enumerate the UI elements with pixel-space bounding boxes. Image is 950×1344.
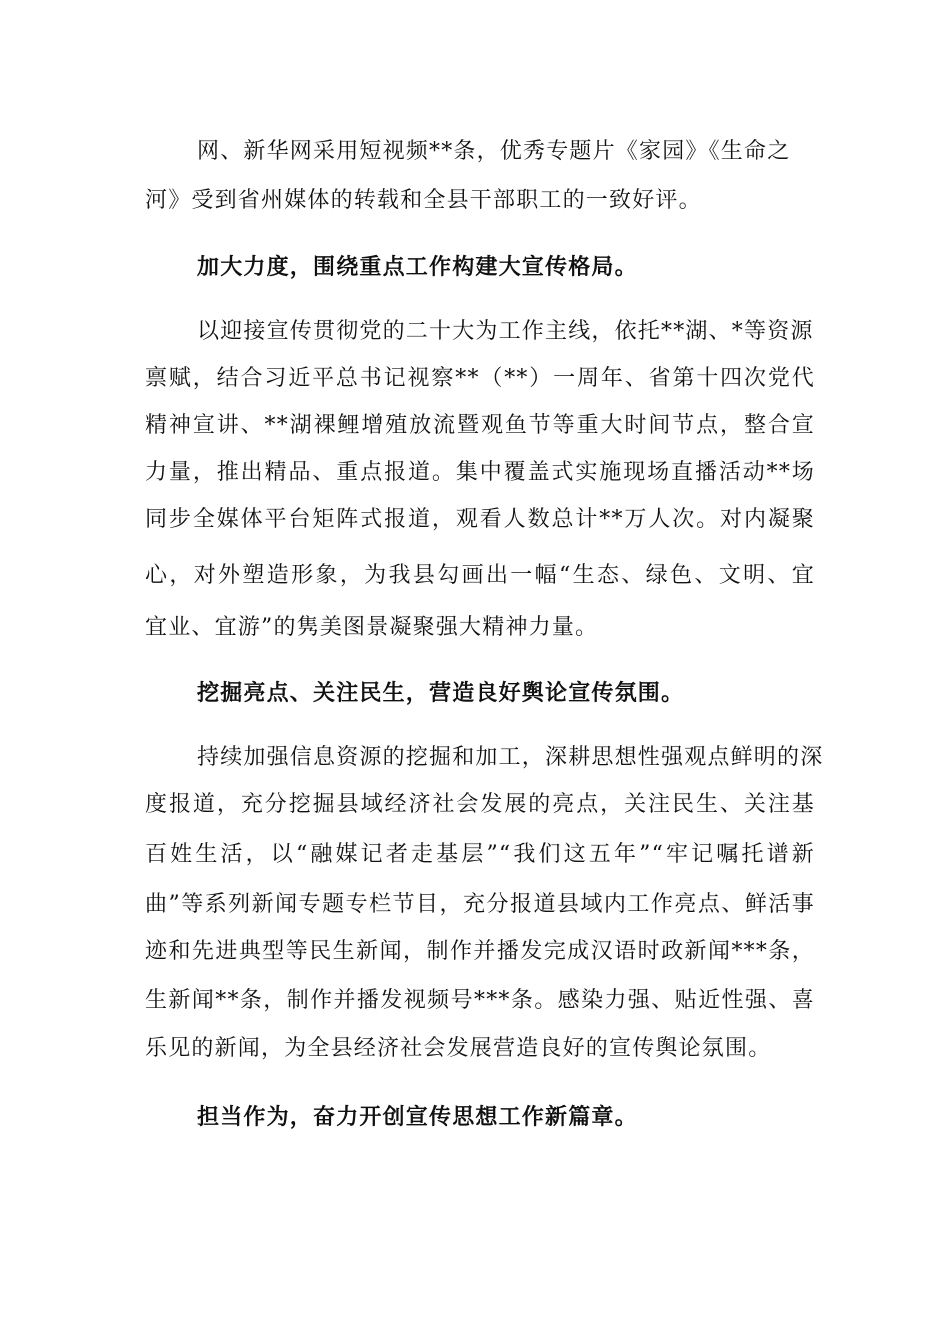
section-heading: 挖掘亮点、关注民生，营造良好舆论宣传氛围。: [197, 680, 685, 706]
paragraph-line: 曲”等系列新闻专题专栏节目，充分报道县域内工作亮点、鲜活事: [145, 892, 815, 917]
section-heading: 加大力度，围绕重点工作构建大宣传格局。: [197, 254, 638, 280]
paragraph-line: 精神宣讲、**湖裸鲤增殖放流暨观鱼节等重大时间节点，整合宣: [145, 413, 815, 438]
paragraph-line: 百姓生活，以“融媒记者走基层”“我们这五年”“牢记嘱托谱新: [145, 842, 815, 867]
paragraph-line: 持续加强信息资源的挖掘和加工，深耕思想性强观点鲜明的深: [197, 745, 824, 770]
paragraph-line: 心，对外塑造形象，为我县勾画出一幅“生态、绿色、文明、宜: [145, 563, 815, 588]
paragraph-line: 力量，推出精品、重点报道。集中覆盖式实施现场直播活动**场: [145, 460, 815, 485]
paragraph-line: 同步全媒体平台矩阵式报道，观看人数总计**万人次。对内凝聚: [145, 507, 815, 532]
paragraph-line: 宜业、宜游”的隽美图景凝聚强大精神力量。: [145, 615, 599, 640]
paragraph-line: 生新闻**条，制作并播发视频号***条。感染力强、贴近性强、喜: [145, 988, 815, 1013]
section-heading: 担当作为，奋力开创宣传思想工作新篇章。: [197, 1104, 638, 1130]
paragraph-line: 迹和先进典型等民生新闻，制作并播发完成汉语时政新闻***条，: [145, 939, 815, 964]
paragraph-line: 网、新华网采用短视频**条，优秀专题片《家园》《生命之: [197, 139, 791, 164]
paragraph-line: 度报道，充分挖掘县域经济社会发展的亮点，关注民生、关注基: [145, 792, 815, 817]
paragraph-line: 乐见的新闻，为全县经济社会发展营造良好的宣传舆论氛围。: [145, 1036, 772, 1061]
paragraph-line: 河》受到省州媒体的转载和全县干部职工的一致好评。: [145, 188, 702, 213]
paragraph-line: 禀赋，结合习近平总书记视察**（**）一周年、省第十四次党代: [145, 366, 815, 391]
paragraph-line: 以迎接宣传贯彻党的二十大为工作主线，依托**湖、*等资源: [197, 319, 814, 344]
